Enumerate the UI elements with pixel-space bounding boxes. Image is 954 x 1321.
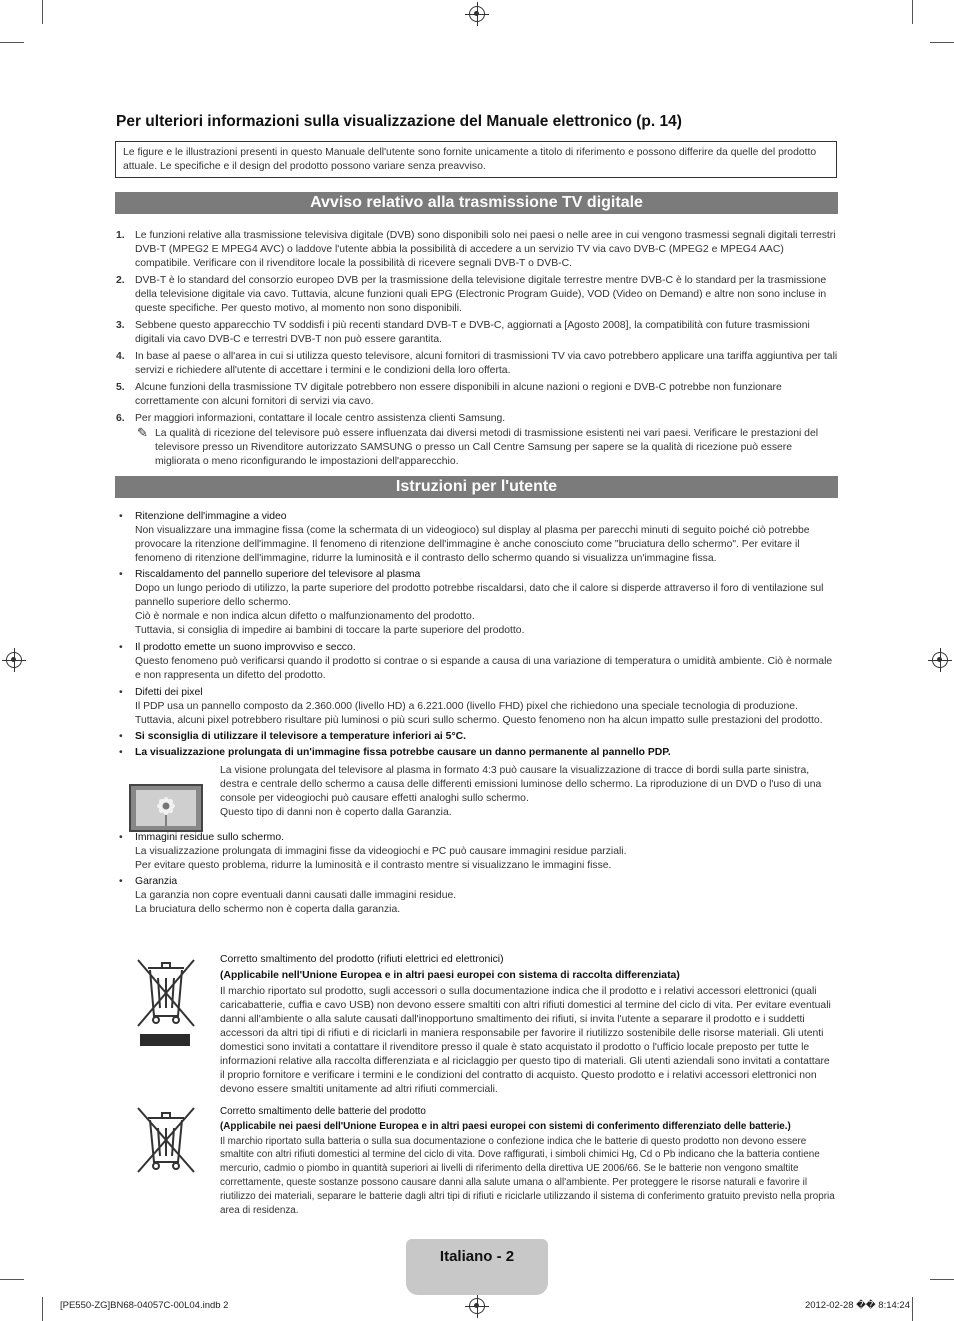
- item-text: Tuttavia, si consiglia di impedire ai bambini di toccare la parte superiore del prodotto.: [135, 625, 525, 636]
- list-item: [116, 568, 838, 638]
- page-number-label: Italiano - 2: [439, 1248, 515, 1265]
- weee-subtitle: (Applicabile nell'Unione Europea e in altri paesi europei con sistema di raccolta differenziata): [220, 970, 680, 981]
- crop-mark: [0, 1279, 24, 1280]
- user-instructions-list: [116, 510, 838, 919]
- list-item: [116, 831, 838, 873]
- crop-mark: [930, 1279, 954, 1280]
- bullet-icon: •: [119, 569, 123, 580]
- digital-tv-list: [116, 226, 838, 471]
- section-title-digital-tv: Avviso relativo alla trasmissione TV digitale: [115, 192, 838, 214]
- list-item: [116, 746, 838, 820]
- item-text: Ciò è normale e non indica alcun difetto o malfunzionamento del prodotto.: [135, 611, 475, 622]
- bullet-icon: •: [119, 687, 123, 698]
- list-item: [116, 686, 838, 728]
- crossed-out-battery-bin-icon: [134, 1106, 198, 1176]
- item-text: Per maggiori informazioni, contattare il locale centro assistenza clienti Samsung.: [135, 413, 506, 424]
- item-text: Questo fenomeno può verificarsi quando il prodotto si contrae o si espande a causa di una variazione di temperatura o umidità ambiente. Ciò è normale e non rappresenta un difetto del prodotto.: [135, 656, 833, 681]
- weee-title: Corretto smaltimento del prodotto (rifiuti elettrici ed elettronici): [220, 954, 504, 965]
- item-text: La garanzia non copre eventuali danni causati dalle immagini residue.: [135, 890, 457, 901]
- bullet-icon: •: [119, 731, 123, 742]
- item-text: Non visualizzare una immagine fissa (come la schermata di un videogioco) sul display al plasma per parecchi minuti di seguito poiché ciò potrebbe provocare la ritenzione dell'immagine. Il fenomeno di ritenzione dell'immagine è anche conosciuto come "bruciatura dello schermo". Per evitare il fenomeno di ritenzione dell'immagine, ridurre la luminosità e il contrasto dello schermo quando si visualizza un'immagine fissa.: [135, 525, 810, 564]
- bullet-icon: •: [119, 832, 123, 843]
- battery-disposal-block: [220, 1105, 837, 1217]
- list-item: [116, 510, 838, 566]
- item-title: Riscaldamento del pannello superiore del televisore al plasma: [135, 569, 421, 580]
- item-text: La visualizzazione prolungata di immagini fisse da videogiochi e PC può causare immagini residue parziali.: [135, 846, 627, 857]
- item-number: 5.: [116, 382, 125, 393]
- list-item: [116, 412, 838, 469]
- page-number-tab: [406, 1239, 548, 1295]
- list-item: [116, 229, 838, 271]
- section-title-user-instructions: Istruzioni per l'utente: [115, 476, 838, 498]
- item-text: La bruciatura dello schermo non è coperta dalla garanzia.: [135, 904, 401, 915]
- item-text: Dopo un lungo periodo di utilizzo, la parte superiore del prodotto potrebbe riscaldarsi, dato che il calore si disperde attraverso il foro di ventilazione sul pannello superiore dello schermo.: [135, 583, 824, 608]
- registration-mark-icon: [932, 652, 948, 668]
- item-title: Difetti dei pixel: [135, 687, 203, 698]
- list-item: [116, 641, 838, 683]
- list-item: [116, 730, 838, 744]
- crop-mark: [912, 0, 913, 24]
- item-text: Questo tipo di danni non è coperto dalla Garanzia.: [220, 807, 452, 818]
- item-number: 6.: [116, 413, 125, 424]
- crop-mark: [0, 42, 24, 43]
- item-text: Le funzioni relative alla trasmissione televisiva digitale (DVB) sono disponibili solo nei paesi o nelle aree in cui vengono trasmessi segnali digitali terrestri DVB-T (MPEG2 E MPEG4 AVC) o laddove l'utente abbia la possibilità di accedere a un servizio TV via cavo DVB-C (MPEG2 e MPEG4 AAC) compatibile. Verificare con il rivenditore locale la possibilità di ricevere segnali DVB-T o DVB-C.: [135, 230, 836, 269]
- bullet-icon: •: [119, 747, 123, 758]
- crossed-out-bin-icon: [134, 956, 198, 1048]
- bullet-icon: •: [119, 642, 123, 653]
- print-slug-date: 2012-02-28 �� 8:14:24: [804, 1300, 910, 1311]
- battery-text: Il marchio riportato sulla batteria o sulla sua documentazione o confezione indica che le batterie di questo prodotto non devono essere smaltite con altri rifiuti domestici al termine del ciclo di vita. Dove raffigurati, i simboli chimici Hg, Cd o Pb indicano che la batteria contiene mercurio, cadmio o piombo in quantità superiori ai livelli di riferimento della direttiva UE 2006/66. Se le batterie non vengono smaltite correttamente, queste sostanze possono causare danni alla salute umana o all'ambiente. Per proteggere le risorse naturali e favorire il riutilizzo dei materiali, separare le batterie dagli altri tipi di rifiuti e riciclarle utilizzando il sistema di conferimento gratuito previsto nella propria area di residenza.: [220, 1135, 835, 1216]
- item-title: Il prodotto emette un suono improvviso e secco.: [135, 642, 356, 653]
- disclaimer-box: Le figure e le illustrazioni presenti in questo Manuale dell'utente sono fornite unicamente a titolo di riferimento e possono differire da quelle del prodotto attuale. Le specifiche e il design del prodotto possono variare senza preavviso.: [115, 141, 837, 178]
- bullet-icon: •: [119, 876, 123, 887]
- weee-disposal-block: [220, 953, 837, 1097]
- item-title: Immagini residue sullo schermo.: [135, 832, 284, 843]
- registration-mark-icon: [6, 652, 22, 668]
- item-text: In base al paese o all'area in cui si utilizza questo televisore, alcuni fornitori di trasmissioni TV via cavo potrebbero applicare una tariffa aggiuntiva per tali servizi e richiedere all'utente di accettare i termini e le condizioni della loro offerta.: [135, 351, 838, 376]
- battery-subtitle: (Applicabile nei paesi dell'Unione Europea e in altri paesi europei con sistemi di conferimento differenziato delle batterie.): [220, 1120, 791, 1132]
- item-text: La visione prolungata del televisore al plasma in formato 4:3 può causare la visualizzazione di tracce di bordi sulla parte sinistra, destra e centrale dello schermo a causa delle differenti emissioni luminose dello schermo. La riproduzione di un DVD o l'uso di una console per videogiochi può causare effetti analoghi sullo schermo.: [220, 765, 822, 804]
- item-title: Ritenzione dell'immagine a video: [135, 511, 287, 522]
- note-text: La qualità di ricezione del televisore può essere influenzata dai diversi metodi di trasmissione esistenti nei vari paesi. Verificare le prestazioni del televisore presso un Rivenditore autorizzato SAMSUNG o presso un Call Centre Samsung per sapere se la qualità di ricezione può essere migliorata o meno riconfigurando le impostazioni dell'apparecchio.: [155, 428, 819, 467]
- flower-image-icon: [136, 790, 196, 826]
- item-title: La visualizzazione prolungata di un'immagine fissa potrebbe causare un danno permanente al pannello PDP.: [135, 747, 671, 758]
- weee-text: Il marchio riportato sul prodotto, sugli accessori o sulla documentazione indica che il prodotto e i relativi accessori elettronici (quali caricabatterie, cuffia e cavo USB) non devono essere smaltiti con altri rifiuti domestici al termine del ciclo di vita. Per evitare eventuali danni all'ambiente o alla salute causati dall'inopportuno smaltimento dei rifiuti, si invita l'utente a separare il prodotto e i suddetti accessori da altri tipi di rifiuti e di riciclarli in maniera responsabile per favorire il riutilizzo sostenibile delle risorse materiali. Gli utenti domestici sono invitati a contattare il rivenditore presso il quale è stato acquistato il prodotto o l'ufficio locale preposto per tutte le informazioni relative alla raccolta differenziata e al riciclaggio per questo tipo di materiali. Gli utenti aziendali sono invitati a contattare il proprio fornitore e verificare i termini e le condizioni del contratto di acquisto. Questo prodotto e i relativi accessori elettronici non devono essere smaltiti unitamente ad altri rifiuti commerciali.: [220, 986, 831, 1095]
- registration-mark-icon: [469, 1298, 485, 1314]
- item-number: 3.: [116, 320, 125, 331]
- item-text: DVB-T è lo standard del consorzio europeo DVB per la trasmissione della televisione digitale terrestre mentre DVB-C è lo standard per la trasmissione della televisione digitale via cavo. Tuttavia, alcune funzioni quali EPG (Electronic Program Guide), VOD (Video on Demand) e altre non sono incluse in queste specifiche. Per questo motivo, al momento non sono disponibili.: [135, 275, 827, 314]
- note-subitem: [135, 427, 838, 469]
- tv-burn-in-illustration: [129, 784, 203, 832]
- item-title: Garanzia: [135, 876, 178, 887]
- battery-title: Corretto smaltimento delle batterie del prodotto: [220, 1106, 426, 1117]
- item-text: Alcune funzioni della trasmissione TV digitale potrebbero non essere disponibili in alcune nazioni o regioni e DVB-C potrebbe non funzionare correttamente con alcuni fornitori di servizi via cavo.: [135, 382, 782, 407]
- item-number: 4.: [116, 351, 125, 362]
- item-text: Per evitare questo problema, ridurre la luminosità e il contrasto mentre si visualizzano le immagini fisse.: [135, 860, 612, 871]
- pencil-note-icon: ✎: [137, 425, 148, 440]
- crop-mark: [930, 42, 954, 43]
- list-item: [116, 350, 838, 378]
- item-title: Si sconsiglia di utilizzare il televisore a temperature inferiori ai 5°C.: [135, 731, 466, 742]
- item-text: Il PDP usa un pannello composto da 2.360.000 (livello HD) a 6.221.000 (livello FHD) pixel che richiedono una speciale tecnologia di produzione. Tuttavia, alcuni pixel potrebbero risultare più luminosi o più scuri sullo schermo. Questo fenomeno non ha alcun impatto sulle prestazioni del prodotto.: [135, 701, 823, 726]
- item-number: 1.: [116, 230, 125, 241]
- item-number: 2.: [116, 275, 125, 286]
- print-slug-file: [PE550-ZG]BN68-04057C-00L04.indb 2: [60, 1300, 229, 1311]
- item-text: Sebbene questo apparecchio TV soddisfi i più recenti standard DVB-T e DVB-C, aggiornati a [Agosto 2008], la compatibilità con future trasmissioni digitali via cavo DVB-C e terrestri DVB-T non può essere garantita.: [135, 320, 810, 345]
- list-item: [116, 875, 838, 917]
- bullet-icon: •: [119, 511, 123, 522]
- crop-mark: [42, 0, 43, 24]
- list-item: [116, 381, 838, 409]
- crop-mark: [42, 1297, 43, 1321]
- crop-mark: [912, 1297, 913, 1321]
- registration-mark-icon: [469, 6, 485, 22]
- list-item: [116, 274, 838, 316]
- list-item: [116, 319, 838, 347]
- page-heading: Per ulteriori informazioni sulla visualizzazione del Manuale elettronico (p. 14): [116, 113, 682, 130]
- tv-screen-image: [136, 790, 196, 826]
